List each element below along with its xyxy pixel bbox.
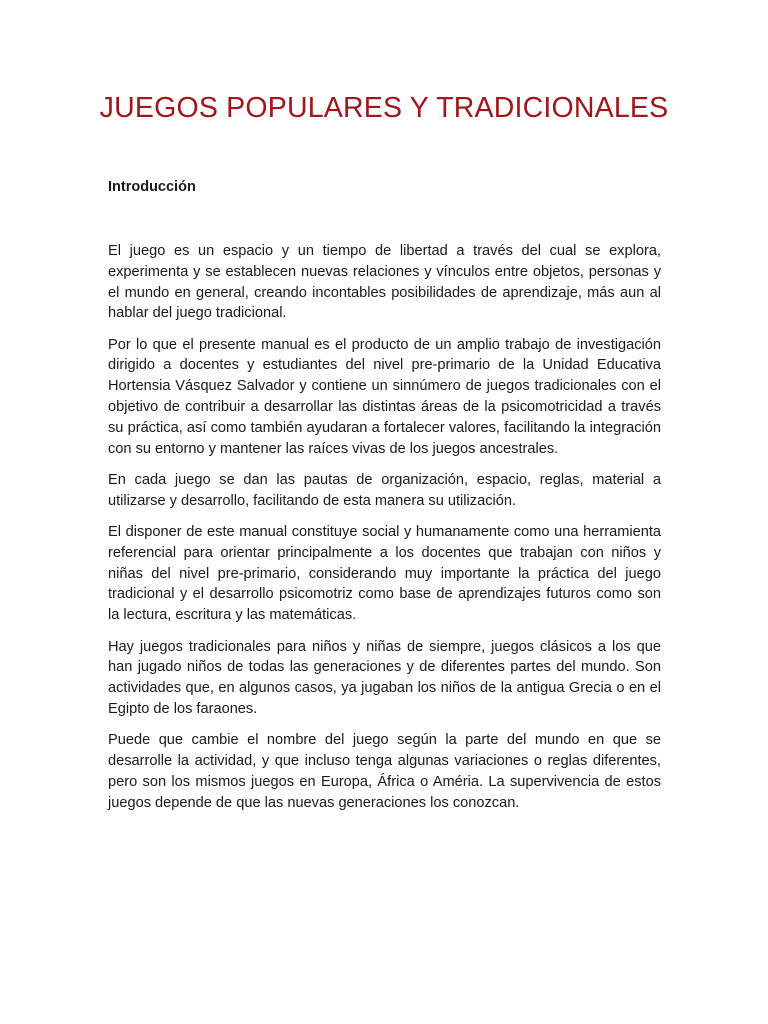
paragraph-4: El disponer de este manual constituye social y humanamente como una herramienta referencial para orientar principalmente a los docentes que trabajan con niños y niñas del nivel pre-primario, considerando muy importante la práctica del juego tradicional y el desarrollo psicomotriz como base de aprendizajes futuros como son la lectura, escritura y las matemáticas. bbox=[108, 524, 661, 624]
paragraph-2: Por lo que el presente manual es el producto de un amplio trabajo de investigación dirigido a docentes y estudiantes del nivel pre-primario de la Unidad Educativa Hortensia Vásquez Salvador y contiene un sinnúmero de juegos tradicionales con el objetivo de contribuir a desarrollar las distintas áreas de la psicomotricidad a través su práctica, así como también ayudaran a fortalecer valores, facilitando la integración con su entorno y mantener las raíces vivas de los juegos ancestrales. bbox=[108, 336, 661, 457]
section-heading: Introducción bbox=[108, 179, 196, 195]
paragraph-1: El juego es un espacio y un tiempo de libertad a través del cual se explora, experimenta y se establecen nuevas relaciones y vínculos entre objetos, personas y el mundo en general, creando incontables posibilidades de aprendizaje, más aun al hablar del juego tradicional. bbox=[108, 243, 661, 322]
paragraph-3: En cada juego se dan las pautas de organización, espacio, reglas, material a utilizarse y desarrollo, facilitando de esta manera su utilización. bbox=[108, 471, 661, 509]
paragraph-5: Hay juegos tradicionales para niños y niñas de siempre, juegos clásicos a los que han jugado niños de todas las generaciones y de diferentes partes del mundo. Son actividades que, en algunos casos, ya jugaban los niños de la antigua Grecia o en el Egipto de los faraones. bbox=[108, 638, 661, 717]
document-title: JUEGOS POPULARES Y TRADICIONALES bbox=[99, 92, 669, 124]
body-text bbox=[108, 241, 661, 824]
paragraph-6: Puede que cambie el nombre del juego según la parte del mundo en que se desarrolle la actividad, y que incluso tenga algunas variaciones o reglas diferentes, pero son los mismos juegos en Europa, África o Améria. La supervivencia de estos juegos depende de que las nuevas generaciones los conozcan. bbox=[108, 732, 661, 811]
